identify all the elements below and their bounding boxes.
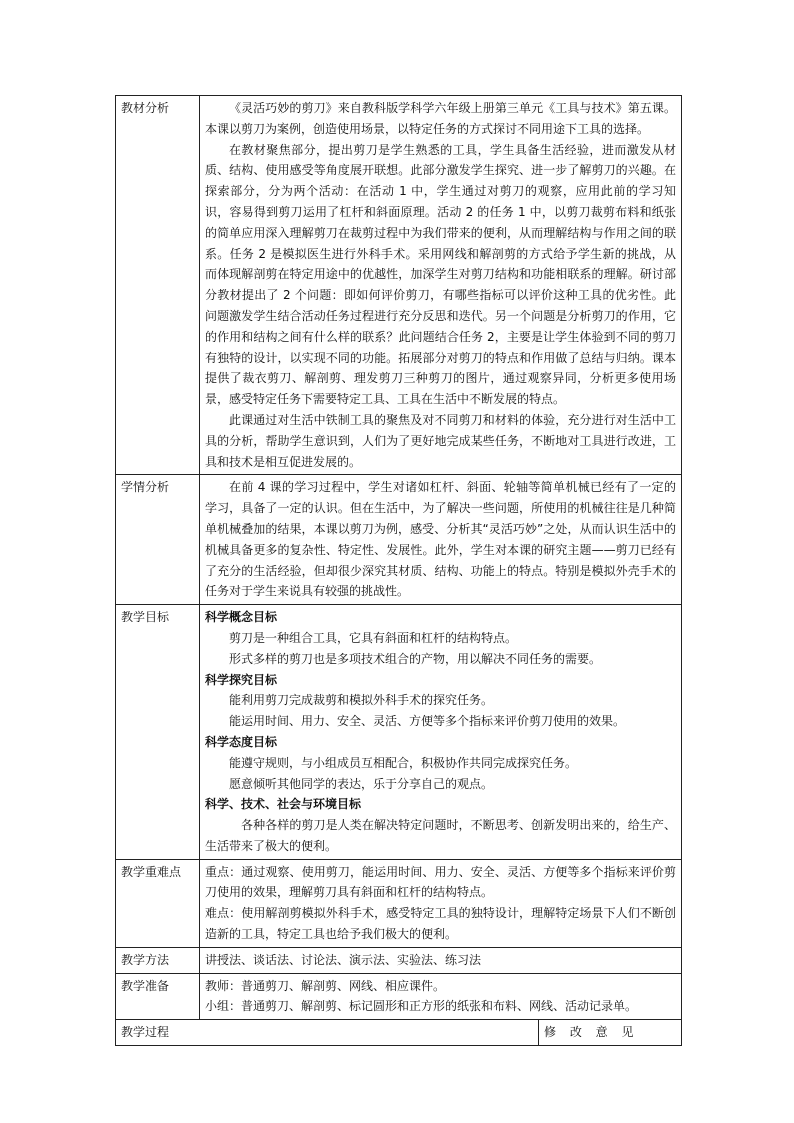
row-teaching-prep [116,973,682,1020]
goal-attitude-item-2: 愿意倾听其他同学的表达，乐于分享自己的观点。 [229,776,494,791]
content-teaching-goals [200,605,682,860]
material-paragraph-1: 《灵活巧妙的剪刀》来自教科版学科学六年级上册第三单元《工具与技术》第五课。本课以剪刀为案例，创造使用场景，以特定任务的方式探讨不同用途下工具的选择。 [205,101,676,136]
content-material-analysis [200,96,682,475]
goal-stse-title: 科学、技术、社会与环境目标 [205,797,362,812]
goal-stse-item-1: 各种各样的剪刀是人类在解决特定问题时，不断思考、创新发明出来的，给生产、生活带来了极大的便利。 [205,818,676,853]
label-revision-notes: 修 改 意 见 [539,1020,682,1046]
row-teaching-methods [116,947,682,973]
row-key-points [116,859,682,947]
content-key-points [200,859,682,947]
label-student-analysis: 学情分析 [116,475,200,605]
content-teaching-prep [200,973,682,1020]
material-paragraph-2: 在教材聚焦部分，提出剪刀是学生熟悉的工具，学生具备生活经验，进而激发从材质、结构、使用感受等角度展开联想。此部分激发学生探究、进一步了解剪刀的兴趣。在探索部分，分为两个活动：在活动 1 中，学生通过对剪刀的观察，应用此前的学习知识，容易得到剪刀运用了杠杆和斜面原理。活动 2 的任务 1 中，以剪刀裁剪布料和纸张的简单应用深入理解剪刀在裁剪过程中为我们带来的便利，从而理解结构与作用之间的联系。任务 2 是模拟医生进行外科手术。采用网线和解剖剪的方式给予学生新的挑战，从而体现解剖剪在特定用途中的优越性，加深学生对剪刀结构和功能相联系的理解。研讨部分教材提出了 2 个问题：即如何评价剪刀，有哪些指标可以评价这种工具的优劣性。此问题激发学生结合活动任务过程进行充分反思和迭代。另一个问题是分析剪刀的作用，它的作用和结构之间有什么样的联系？此问题结合任务 2，主要是让学生体验到不同的剪刀有独特的设计，以实现不同的功能。拓展部分对剪刀的特点和作用做了总结与归纳。课本提供了裁衣剪刀、解剖剪、理发剪刀三种剪刀的图片，通过观察异同，分析更多使用场景，感受特定任务下需要特定工具、工具在生活中不断发展的特点。 [205,142,676,407]
methods-text: 讲授法、谈话法、讨论法、演示法、实验法、练习法 [205,952,482,967]
goal-inquiry-item-2: 能运用时间、用力、安全、灵活、方便等多个指标来评价剪刀使用的效果。 [229,714,626,729]
material-paragraph-3: 此课通过对生活中铁制工具的聚焦及对不同剪刀和材料的体验，充分进行对生活中工具的分析，帮助学生意识到，人们为了更好地完成某些任务，不断地对工具进行改进，工具和技术是相互促进发展的。 [205,412,676,469]
students-paragraph: 在前 4 课的学习过程中，学生对诸如杠杆、斜面、轮轴等简单机械已经有了一定的学习，具备了一定的认识。但在生活中，为了解决一些问题，所使用的机械往往是几种简单机械叠加的结果，本课以剪刀为例，感受、分析其“灵活巧妙”之处，从而认识生活中的机械具备更多的复杂性、特定性、发展性。此外，学生对本课的研究主题——剪刀已经有了充分的生活经验，但却很少深究其材质、结构、功能上的特点。特别是模拟外壳手术的任务对于学生来说具有较强的挑战性。 [205,480,676,599]
content-teaching-methods [200,947,682,973]
row-student-analysis [116,475,682,605]
row-teaching-process [116,1020,682,1046]
label-teaching-methods: 教学方法 [116,947,200,973]
key-point-difficulty: 难点：使用解剖剪模拟外科手术，感受特定工具的独特设计，理解特定场景下人们不断创造新的工具，特定工具也给予我们极大的便利。 [205,906,676,942]
row-material-analysis [116,96,682,475]
goal-concept-title: 科学概念目标 [205,610,278,625]
goal-concept-item-1: 剪刀是一种组合工具，它具有斜面和杠杆的结构特点。 [229,630,518,645]
key-point-focus: 重点：通过观察、使用剪刀，能运用时间、用力、安全、灵活、方便等多个指标来评价剪刀使用的效果，理解剪刀具有斜面和杠杆的结构特点。 [205,864,676,900]
goal-inquiry-title: 科学探究目标 [205,672,278,687]
label-teaching-prep: 教学准备 [116,973,200,1020]
goal-attitude-title: 科学态度目标 [205,734,278,749]
goal-concept-item-2: 形式多样的剪刀也是多项技术组合的产物，用以解决不同任务的需要。 [229,651,602,666]
row-teaching-goals [116,605,682,860]
prep-group: 小组：普通剪刀、解剖剪、标记圆形和正方形的纸张和布料、网线、活动记录单。 [205,999,638,1014]
goal-inquiry-item-1: 能利用剪刀完成裁剪和模拟外科手术的探究任务。 [229,693,494,708]
goal-attitude-item-1: 能遵守规则，与小组成员互相配合，积极协作共同完成探究任务。 [229,755,578,770]
lesson-plan-table [115,95,682,1046]
label-teaching-process: 教学过程 [116,1020,539,1046]
label-key-points: 教学重难点 [116,859,200,947]
label-material-analysis: 教材分析 [116,96,200,475]
prep-teacher: 教师：普通剪刀、解剖剪、网线、相应课件。 [205,978,446,993]
label-teaching-goals: 教学目标 [116,605,200,860]
content-student-analysis [200,475,682,605]
